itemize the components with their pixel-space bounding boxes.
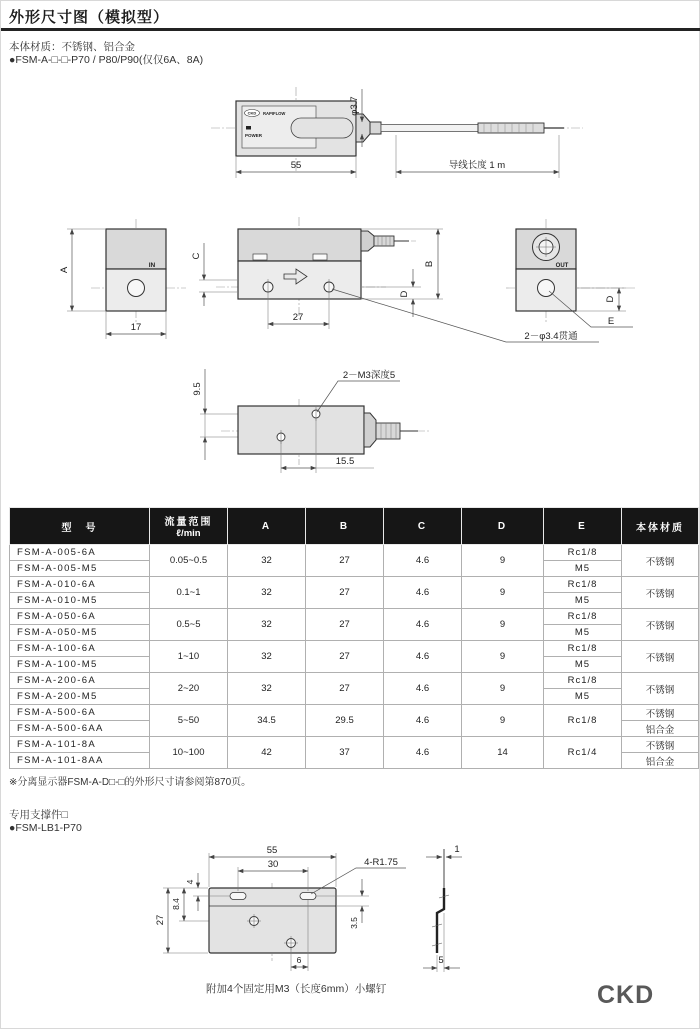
dim-27-bracket: 27 [155,914,166,926]
dim-c-cell: 4.6 [384,577,462,609]
dim-30: 30 [267,859,279,870]
dim-6: 6 [296,955,302,965]
dim-a-cell: 32 [228,545,306,577]
model-cell: FSM-A-005-6A [10,545,150,561]
table-footnote: ※分离显示器FSM-A-D□-□的外形尺寸请参阅第870页。 [9,777,252,788]
slot-right [300,893,316,900]
cable-wire [381,125,478,132]
model-cell: FSM-A-200-M5 [10,689,150,705]
port-e-cell: M5 [544,689,622,705]
dim-D-side: D [605,295,616,303]
port-e-cell: Rc1/8 [544,705,622,737]
col-header-B: B [306,508,384,545]
slot-left [230,893,246,900]
dim-27: 27 [292,312,304,323]
port-e-cell: M5 [544,657,622,673]
in-port-hole [128,280,145,297]
out-port-label: OUT [555,263,569,269]
col-header-C: C [384,508,462,545]
model-cell: FSM-A-005-M5 [10,561,150,577]
dim-a-cell: 32 [228,673,306,705]
callout-m3-depth: 2－M3深度5 [342,370,396,381]
callout-through-holes: 2－φ3.4贯通 [524,331,578,342]
port-e-cell: Rc1/8 [544,577,622,593]
dim-d-cell: 9 [462,705,544,737]
model-cell: FSM-A-050-M5 [10,625,150,641]
callout-corner-radius: 4-R1.75 [364,857,398,868]
model-series-line: ●FSM-A-□-□-P70 / P80/P90(仅仅6A、8A) [9,54,204,66]
flow-cell: 0.1~1 [150,577,228,609]
cable-stub [370,122,381,134]
dim-d-cell: 9 [462,577,544,609]
dim-b-cell: 27 [306,577,384,609]
material-cell: 不锈钢 [622,609,699,641]
col-header-A: A [228,508,306,545]
model-cell: FSM-A-100-M5 [10,657,150,673]
flow-cell: 0.5~5 [150,609,228,641]
dim-b-cell: 27 [306,609,384,641]
dim-55: 55 [266,845,278,856]
table-row [10,545,699,561]
dim-c-cell: 4.6 [384,705,462,737]
port-e-cell: M5 [544,561,622,577]
table-row [10,673,699,689]
dim-5: 5 [438,955,444,966]
window-right [313,254,327,260]
dim-c-cell: 4.6 [384,545,462,577]
port-e-cell: M5 [544,625,622,641]
callout-E: E [607,316,615,327]
dim-15-5: 15.5 [335,456,355,467]
col-header-flow [150,508,228,545]
flow-cell: 10~100 [150,737,228,769]
dim-b-cell: 37 [306,737,384,769]
dim-D: D [399,290,410,298]
dim-b-cell: 29.5 [306,705,384,737]
model-cell: FSM-A-101-8AA [10,753,150,769]
col-header-flow-line2: ℓ/min [176,528,201,539]
col-header-E: E [544,508,622,545]
dim-d-cell: 14 [462,737,544,769]
col-header-model: 型 号 [10,508,150,545]
port-e-cell: Rc1/8 [544,641,622,657]
material-cell: 不锈钢 [622,641,699,673]
dim-a-cell: 42 [228,737,306,769]
port-e-cell: M5 [544,593,622,609]
bracket-side-view [423,844,462,972]
col-header-D: D [462,508,544,545]
dim-d-cell: 9 [462,609,544,641]
dim-3-5: 3.5 [349,917,359,929]
dim-4: 4 [185,879,195,885]
dim-b-cell: 27 [306,545,384,577]
cable-bushing [356,114,370,142]
dim-C: C [191,252,202,260]
drawing-bracket [151,839,551,984]
bracket-footnote: 附加4个固定用M3（长度6mm）小螺钉 [206,983,387,995]
product-name-label: RAPIFLOW [263,111,286,116]
dim-c-cell: 4.6 [384,609,462,641]
material-cell: 不锈钢 [622,577,699,609]
cable-plug [478,123,544,133]
display-slot [291,118,353,138]
model-cell: FSM-A-500-6A [10,705,150,721]
ckd-logo: CKD [597,981,655,1009]
sensor-body [236,101,356,156]
port-e-cell: Rc1/8 [544,545,622,561]
material-note: 本体材质：不锈钢、铝合金 [9,41,135,53]
dim-c-cell: 4.6 [384,673,462,705]
connector-stub [374,236,394,246]
window-left [253,254,267,260]
topview-bushing [364,413,376,447]
dim-d-cell: 9 [462,641,544,673]
model-cell: FSM-A-010-M5 [10,593,150,609]
dim-8-4: 8.4 [171,898,181,910]
dim-cable-diameter: φ3.7 [349,96,360,116]
dim-cable-length: 导线长度 1 m [448,160,506,171]
dim-b-cell: 27 [306,641,384,673]
drawing-front-cable [181,77,601,197]
in-port-label: IN [148,262,156,269]
dim-a-cell: 32 [228,577,306,609]
left-view-cap [106,229,166,269]
dim-a-cell: 32 [228,641,306,673]
topview-stub [376,423,400,439]
right-view [506,219,636,327]
material-cell: 不锈钢 [622,705,699,721]
topview-body [238,406,364,454]
model-cell: FSM-A-500-6AA [10,721,150,737]
table-row [10,641,699,657]
material-cell: 铝合金 [622,753,699,769]
dim-1: 1 [454,844,460,855]
cable-assembly [356,114,564,142]
model-cell: FSM-A-200-6A [10,673,150,689]
dim-B: B [424,260,435,268]
bracket-model: ●FSM-LB1-P70 [9,822,82,834]
connector-bushing [361,231,374,251]
drawing-top-view [186,357,516,485]
dim-9-5: 9.5 [192,382,203,396]
drawing-three-views [51,211,651,363]
model-cell: FSM-A-101-8A [10,737,150,753]
dimension-table [9,507,699,769]
material-cell: 不锈钢 [622,737,699,753]
power-label: POWER [245,133,263,138]
flow-cell: 1~10 [150,641,228,673]
port-e-cell: Rc1/4 [544,737,622,769]
title-rule [1,28,700,31]
material-cell: 铝合金 [622,721,699,737]
port-e-cell: Rc1/8 [544,609,622,625]
dim-a-cell: 32 [228,609,306,641]
material-cell: 不锈钢 [622,673,699,705]
dim-c-cell: 4.6 [384,737,462,769]
col-header-material: 本体材质 [622,508,699,545]
table-row [10,609,699,625]
dim-body-width: 55 [290,160,302,171]
dim-17: 17 [130,322,142,333]
table-header-row [10,508,699,545]
bracket-section-title: 专用支撑件□ [9,809,68,821]
table-row [10,737,699,753]
power-led [246,126,251,130]
table-row [10,577,699,593]
col-header-flow-line1: 流量范围 [164,517,213,528]
flow-cell: 0.05~0.5 [150,545,228,577]
model-cell: FSM-A-050-6A [10,609,150,625]
dim-d-cell: 9 [462,673,544,705]
dim-b-cell: 27 [306,673,384,705]
dim-d-cell: 9 [462,545,544,577]
dim-c-cell: 4.6 [384,641,462,673]
left-view [59,219,186,339]
brand-logo-text: CKD [247,110,257,116]
flow-cell: 5~50 [150,705,228,737]
bracket-plate [209,888,336,953]
page-title: 外形尺寸图（模拟型） [9,9,170,26]
dim-a-cell: 34.5 [228,705,306,737]
material-cell: 不锈钢 [622,545,699,577]
table-row [10,705,699,721]
flow-cell: 2~20 [150,673,228,705]
model-cell: FSM-A-010-6A [10,577,150,593]
port-e-cell: Rc1/8 [544,673,622,689]
model-cell: FSM-A-100-6A [10,641,150,657]
dim-A: A [59,266,70,274]
